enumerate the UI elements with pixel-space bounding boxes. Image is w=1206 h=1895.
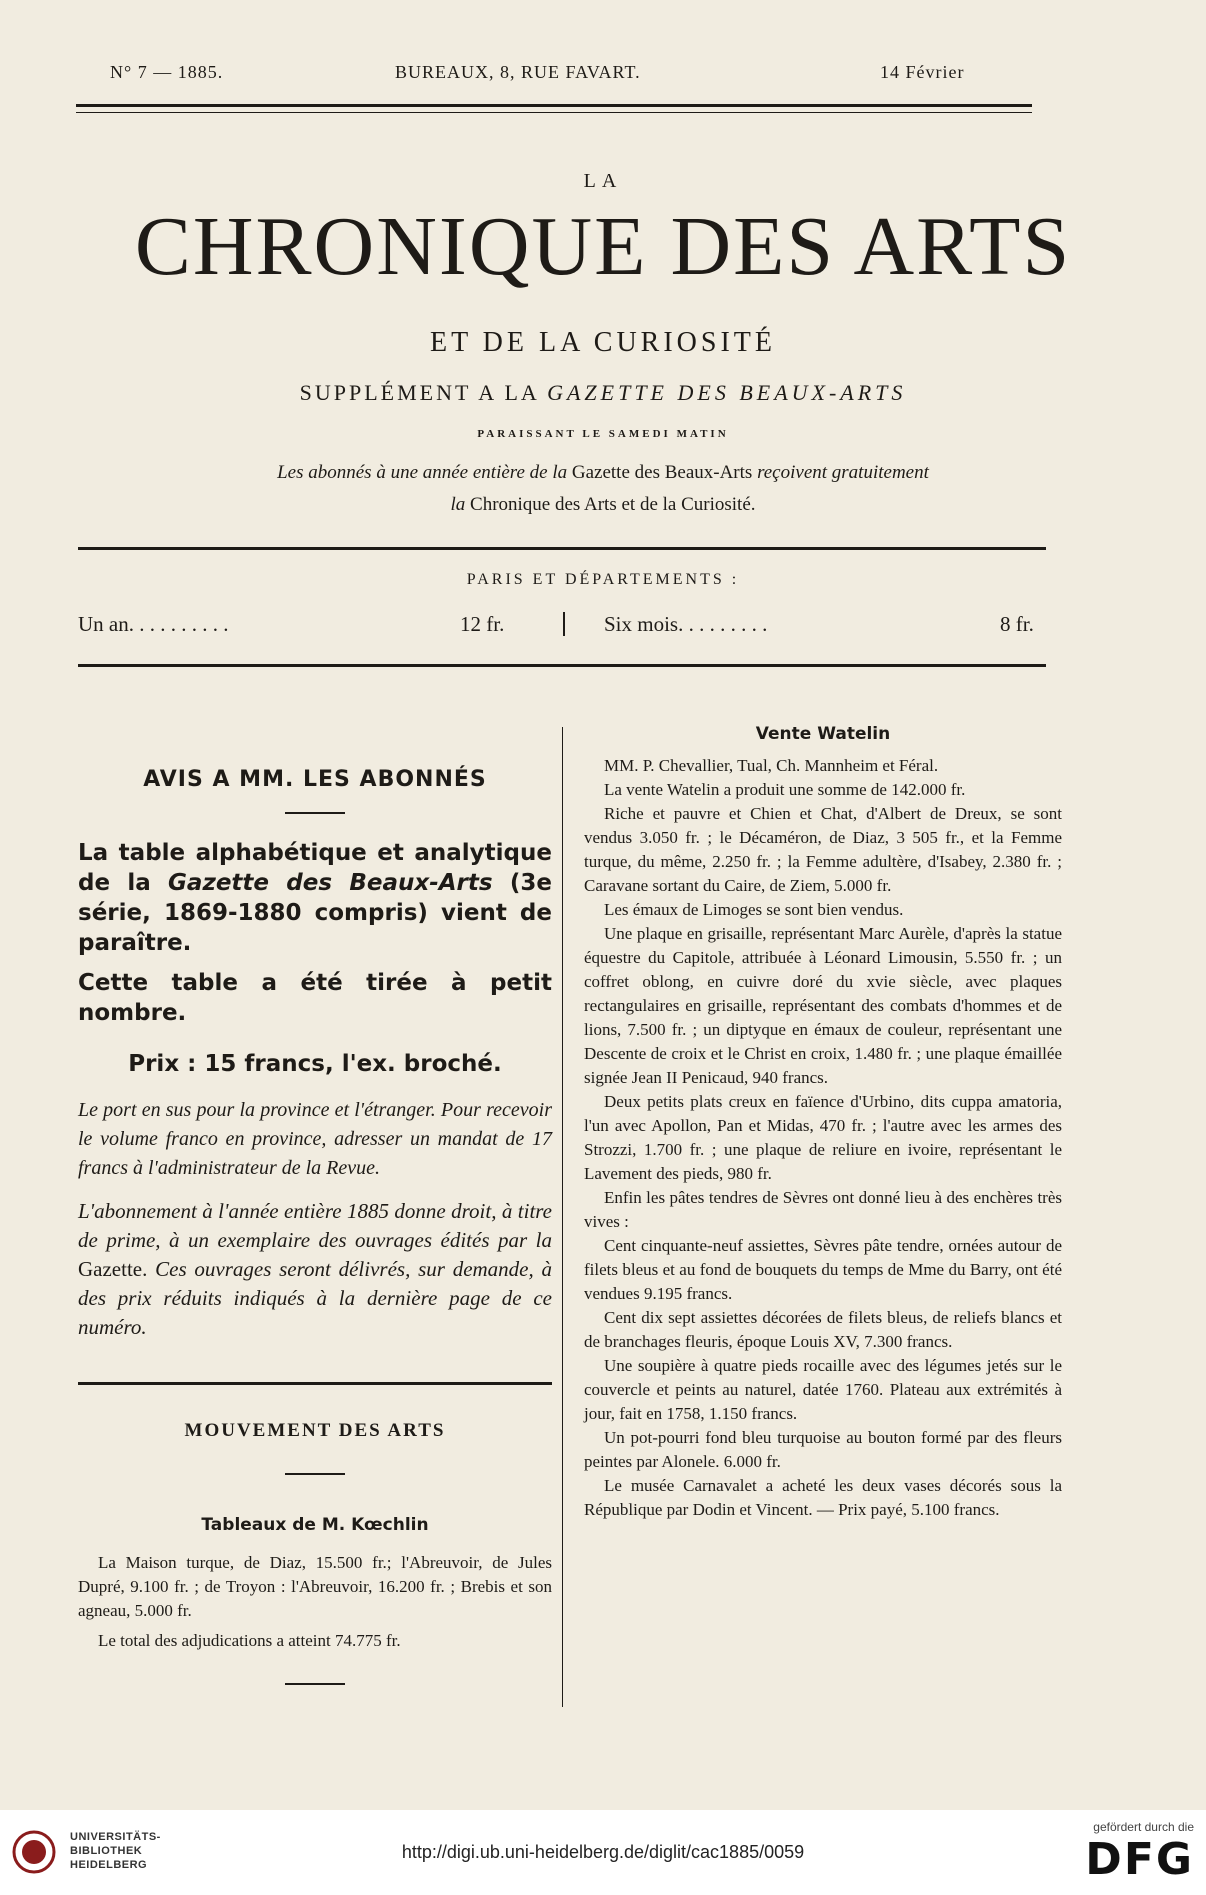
left-column [78, 720, 552, 1685]
end-rule [285, 1683, 345, 1685]
price-divider [563, 612, 565, 636]
watelin-sevres-159: Cent cinquante-neuf assiettes, Sèvres pâte tendre, ornées autour de filets bleus et au fond de bouquets du temps de Mme du Barry, ont été vendues 9.195 francs. [584, 1236, 1062, 1303]
price-six-value: 8 fr. [1000, 612, 1034, 636]
supplement-line [0, 380, 1206, 406]
watelin-total: La vente Watelin a produit une somme de 142.000 fr. [604, 780, 966, 799]
masthead-rule [78, 547, 1046, 550]
subscription-heading: PARIS ET DÉPARTEMENTS : [466, 571, 740, 588]
supplement-prefix: SUPPLÉMENT A LA [299, 380, 539, 405]
subscriber-note-1b: Gazette des Beaux-Arts [571, 462, 753, 483]
watelin-urbino: Deux petits plats creux en faïence d'Urbino, dits cuppa amatoria, l'un avec Apollon, Pan et Midas, 470 fr. ; l'autre avec les armes des Strozzi, 1.700 fr. ; une plaque de reliure en ivoire, représentant le Lavement des pieds, 980 fr. [584, 1092, 1062, 1183]
watelin-limoges: Les émaux de Limoges se sont bien vendus. [604, 900, 904, 919]
issue-number: N° 7 — 1885. [110, 62, 224, 82]
section-rule [78, 1382, 552, 1385]
dfg-funded-label: gefördert durch die [1093, 1820, 1194, 1834]
table-announcement-a: La table alphabétique et analytique de la [78, 840, 552, 896]
right-column [584, 722, 1062, 1522]
uni-line-3: HEIDELBERG [70, 1859, 148, 1871]
watelin-soupiere: Une soupière à quatre pieds rocaille avec des légumes jetés sur le couvercle et peints au naturel, datée 1760. Plateau aux extrémités à jour, fait en 1758, 1.150 francs. [584, 1356, 1062, 1423]
publication-schedule: PARAISSANT LE SAMEDI MATIN [477, 428, 729, 440]
premium-note-c: Ces ouvrages seront délivrés, sur demande, à des prix réduits indiqués à la dernière page de ce numéro. [78, 1257, 553, 1339]
watelin-paintings: Riche et pauvre et Chien et Chat, d'Albert de Dreux, se sont vendus 3.050 fr. ; le Décaméron, de Diaz, 3 505 fr., et la Femme turque, du même, 2.250 fr. ; la Femme adultère, d'Isabey, 2.380 fr. ; Caravane sortant du Caire, de Ziem, 5.000 fr. [584, 804, 1062, 895]
subscription-rule [78, 664, 1046, 667]
watelin-pot-pourri: Un pot-pourri fond bleu turquoise au bouton formé par des fleurs peintes par Alonele. 6.000 fr. [584, 1428, 1062, 1471]
watelin-carnavalet: Le musée Carnavalet a acheté les deux vases décorés sous la République par Dodin et Vincent. — Prix payé, 5.100 francs. [584, 1476, 1062, 1519]
price-six-label: Six mois. . . . . . . . . [604, 612, 768, 636]
uni-line-2: BIBLIOTHEK [70, 1845, 143, 1857]
watelin-sevres-intro: Enfin les pâtes tendres de Sèvres ont donné lieu à des enchères très vives : [584, 1188, 1062, 1231]
subscriber-note [0, 457, 1206, 521]
price-year-value: 12 fr. [460, 612, 505, 636]
koechlin-total: Le total des adjudications a atteint 74.775 fr. [98, 1631, 401, 1650]
header-rule [76, 104, 1032, 107]
koechlin-sales: La Maison turque, de Diaz, 15.500 fr.; l'Abreuvoir, de Jules Dupré, 9.100 fr. ; de Troyon : l'Abreuvoir, 16.200 fr. ; Brebis et son agneau, 5.000 fr. [78, 1553, 552, 1620]
source-url-link[interactable]: http://digi.ub.uni-heidelberg.de/diglit/cac1885/0059 [401, 1842, 805, 1862]
premium-note-a: L'abonnement à l'année entière 1885 donne droit, à titre de prime, à un exemplaire des ouvrages édités par la [78, 1199, 552, 1252]
watelin-auctioneers: MM. P. Chevallier, Tual, Ch. Mannheim et Féral. [604, 756, 939, 775]
masthead-article: LA [583, 170, 623, 192]
shipping-note: Le port en sus pour la province et l'étranger. Pour recevoir le volume franco en province, adresser un mandat de 17 francs à l'administrateur de la Revue. [78, 1099, 552, 1179]
issue-date: 14 Février [880, 62, 965, 82]
dfg-logo: DFG [1085, 1834, 1194, 1885]
subscriber-note-2b: Chronique des Arts et de la Curiosité. [470, 494, 756, 515]
table-announcement [78, 838, 552, 958]
koechlin-heading: Tableaux de M. Kœchlin [201, 1515, 429, 1535]
mouvement-heading: MOUVEMENT DES ARTS [184, 1420, 446, 1441]
subscriber-note-1a: Les abonnés à une année entière de la [277, 462, 568, 483]
supplement-gazette: GAZETTE DES BEAUX-ARTS [547, 380, 907, 405]
masthead-title: CHRONIQUE DES ARTS [134, 200, 1072, 293]
library-footer [0, 1810, 1206, 1895]
avis-rule [285, 812, 345, 814]
column-divider [562, 727, 563, 1707]
table-announcement-c: (3e série, 1869-1880 compris) vient de paraître. [78, 870, 552, 956]
masthead-subtitle: ET DE LA CURIOSITÉ [429, 327, 777, 358]
subscriber-note-1c: reçoivent gratuitement [757, 462, 929, 483]
subscriber-note-2a: la [450, 494, 466, 515]
watelin-heading: Vente Watelin [755, 724, 891, 744]
watelin-grisaille: Une plaque en grisaille, représentant Marc Aurèle, d'après la statue équestre du Capitole, attribuée à Léonard Limousin, 5.550 fr. ; un coffret oblong, en cuivre doré du xvie siècle, avec plaques rectangulaires en grisaille, représentant des combats d'hommes et de lions, 7.500 fr. ; un diptyque en émaux de couleur, représentant une Descente de croix et le Christ en croix, 1.480 fr. ; une plaque émaillée signée Jean II Penicaud, 940 francs. [584, 924, 1062, 1087]
header-rule-thin [76, 112, 1032, 113]
price-year-label: Un an. . . . . . . . . . [78, 612, 229, 636]
price-note: Prix : 15 francs, l'ex. broché. [128, 1051, 502, 1077]
premium-note-b: Gazette. [78, 1257, 148, 1281]
uni-line-1: UNIVERSITÄTS- [70, 1831, 161, 1843]
avis-heading: AVIS A MM. LES ABONNÉS [143, 767, 487, 792]
office-address: BUREAUX, 8, RUE FAVART. [395, 62, 641, 82]
watelin-sevres-117: Cent dix sept assiettes décorées de filets bleus, de reliefs blancs et de branchages fleuris, époque Louis XV, 7.300 francs. [584, 1308, 1062, 1351]
subscription-premium-note [78, 1197, 552, 1342]
print-run-note: Cette table a été tirée à petit nombre. [78, 970, 552, 1026]
table-announcement-b: Gazette des Beaux-Arts [168, 870, 493, 896]
mouvement-rule [285, 1473, 345, 1475]
